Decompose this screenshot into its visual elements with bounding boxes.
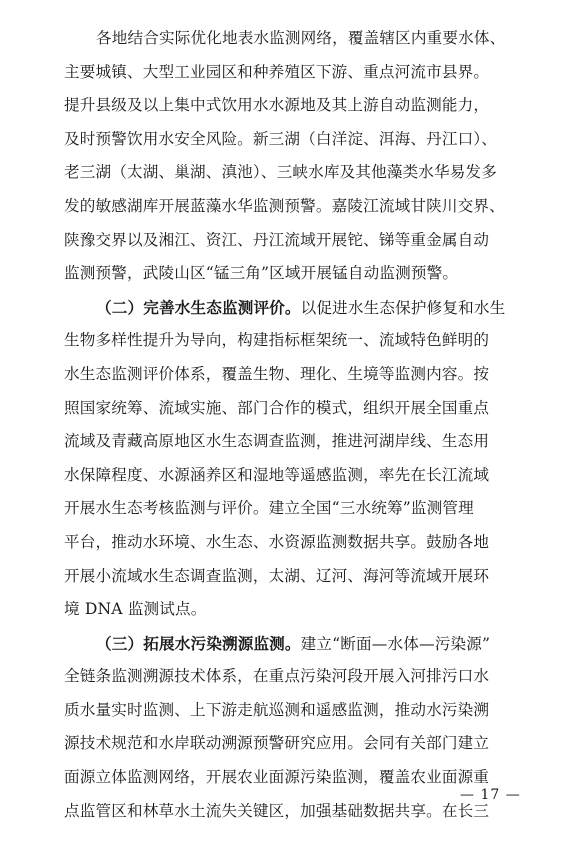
text-line: 水生态监测评价体系，覆盖生物、理化、生境等监测内容。按: [64, 364, 490, 383]
text-run: 建立“断面—水体—污染源”: [300, 634, 491, 653]
text-line: 流域及青藏高原地区水生态调查监测，推进河湖岸线、生态用: [64, 432, 490, 451]
text-run: 以促进水生态保护修复和水生: [300, 298, 506, 317]
text-line: 点监管区和林草水土流失关键区，加强基础数据共享。在长三: [64, 801, 490, 820]
text-line: 生物多样性提升为导向，构建指标框架统一、流域特色鲜明的: [64, 331, 490, 350]
text-line: 提升县级及以上集中式饮用水水源地及其上游自动监测能力，: [64, 96, 490, 115]
text-line: 平台，推动水环境、水生态、水资源监测数据共享。鼓励各地: [64, 532, 490, 551]
text-line: 监测预警，武陵山区“锰三角”区域开展锰自动监测预警。: [64, 264, 459, 283]
section-heading: （三）拓展水污染溯源监测。: [96, 633, 301, 653]
text-line: 水保障程度、水源涵养区和湿地等遥感监测，率先在长江流域: [64, 465, 490, 484]
paragraph-2: [64, 291, 534, 627]
text-line: 全链条监测溯源技术体系，在重点污染河段开展入河排污口水: [64, 667, 490, 686]
text-line: 源技术规范和水岸联动溯源预警研究应用。会同有关部门建立: [64, 734, 490, 753]
text-line: 及时预警饮用水安全风险。新三湖（白洋淀、洱海、丹江口）、: [64, 129, 498, 148]
text-line: 陕豫交界以及湘江、资江、丹江流域开展铊、锑等重金属自动: [64, 230, 490, 249]
text-line: 开展小流域水生态调查监测，太湖、辽河、海河等流域开展环: [64, 566, 490, 585]
text-line: 照国家统筹、流域实施、部门合作的模式，组织开展全国重点: [64, 398, 490, 417]
paragraph-1: [64, 22, 534, 291]
text-line: 老三湖（太湖、巢湖、滇池）、三峡水库及其他藻类水华易发多: [64, 163, 498, 182]
text-line: [64, 627, 534, 661]
section-heading: （二）完善水生态监测评价。: [96, 297, 301, 317]
text-line: 质水量实时监测、上下游走航巡测和遥感监测，推动水污染溯: [64, 700, 490, 719]
text-line: 发的敏感湖库开展蓝藻水华监测预警。嘉陵江流域甘陕川交界、: [64, 196, 505, 215]
text-line: 开展水生态考核监测与评价。建立全国“三水统筹”监测管理: [64, 499, 474, 518]
body-text: [64, 22, 534, 828]
text-line: 主要城镇、大型工业园区和种养殖区下游、重点河流市县界。: [64, 62, 490, 81]
page-number: — 17 —: [460, 787, 521, 803]
text-line: 面源立体监测网络，开展农业面源污染监测，覆盖农业面源重: [64, 768, 490, 787]
text-line: 境 DNA 监测试点。: [64, 600, 207, 619]
text-line: 各地结合实际优化地表水监测网络，覆盖辖区内重要水体、: [96, 29, 506, 47]
text-line: [64, 291, 534, 325]
